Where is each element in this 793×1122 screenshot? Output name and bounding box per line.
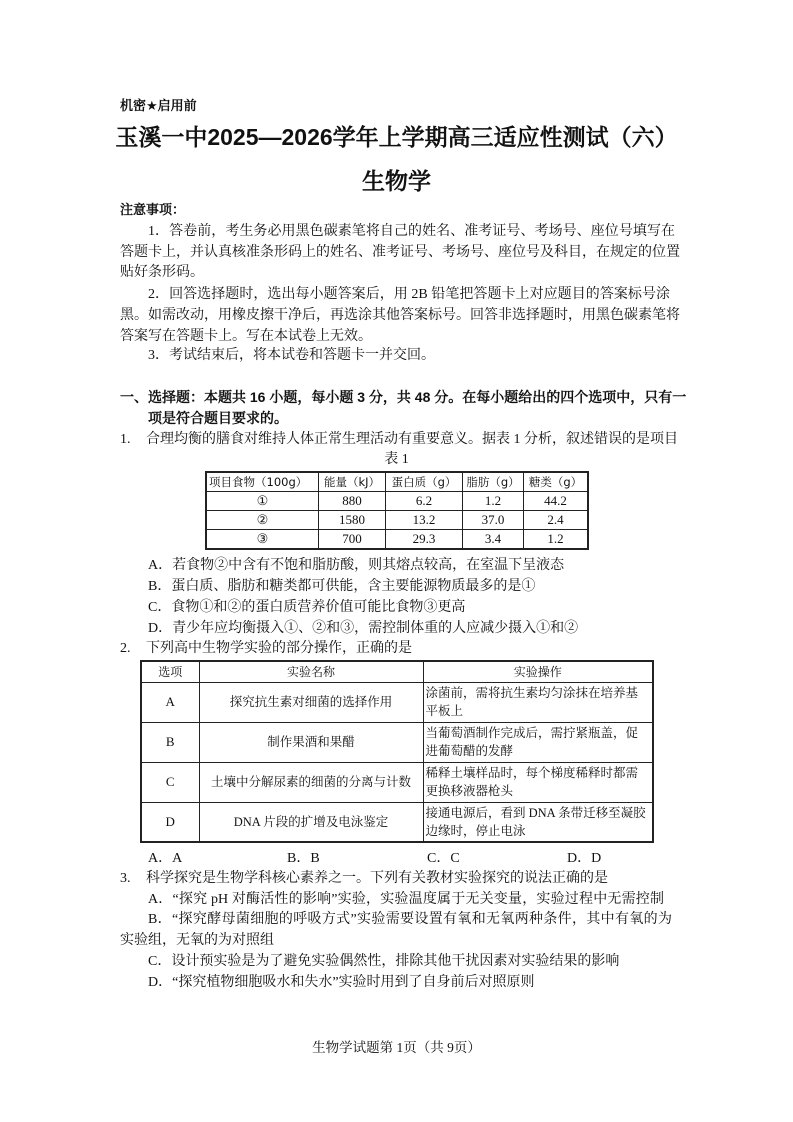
table-row <box>141 682 653 722</box>
option-c: C．设计预实验是为了避免实验偶然性，排除其他干扰因素对实验结果的影响 <box>148 954 620 969</box>
option-c: C．食物①和②的蛋白质营养价值可能比食物③更高 <box>148 600 466 615</box>
table-cell: C <box>141 762 199 802</box>
table-header: 蛋白质（g） <box>386 472 463 492</box>
confidential-label: 机密★启用前 <box>120 98 197 113</box>
table-cell: 土壤中分解尿素的细菌的分离与计数 <box>199 762 423 802</box>
question-stem: 科学探究是生物学科核心素养之一。下列有关教材实验探究的说法正确的是 <box>146 871 608 886</box>
table-row <box>206 511 588 530</box>
notice-heading: 注意事项： <box>120 202 186 217</box>
table-header: 脂肪（g） <box>463 472 524 492</box>
table-row <box>206 530 588 550</box>
table-cell: ① <box>206 492 319 511</box>
notice-line: 1．答卷前，考生务必用黑色碳素笔将自己的姓名、准考证号、考场号、座位号填写在 <box>148 224 675 239</box>
table-cell: B <box>141 722 199 762</box>
option-b: B．B <box>287 851 320 866</box>
table-cell: ② <box>206 511 319 530</box>
table-row <box>141 722 653 762</box>
notice-line: 答题卡上，并认真核准条形码上的姓名、准考证号、考场号、座位号及科目，在规定的位置 <box>120 245 680 260</box>
table-cell: 29.3 <box>386 530 463 550</box>
table-header-row <box>206 472 588 492</box>
table-header: 选项 <box>141 661 199 682</box>
option-a: A．若食物②中含有不饱和脂肪酸，则其熔点较高，在室温下呈液态 <box>148 558 565 573</box>
table-cell: 1580 <box>319 511 386 530</box>
table-cell: 当葡萄酒制作完成后，需拧紧瓶盖，促进葡萄醋的发酵 <box>423 722 653 762</box>
table-cell: D <box>141 802 199 842</box>
table-cell: 涂菌前，需将抗生素均匀涂抹在培养基平板上 <box>423 682 653 722</box>
table-cell: 探究抗生素对细菌的选择作用 <box>199 682 423 722</box>
table-header: 实验操作 <box>423 661 653 682</box>
notice-line: 答案写在答题卡上。写在本试卷上无效。 <box>120 329 372 344</box>
table-cell: 2.4 <box>524 511 589 530</box>
table-cell: 3.4 <box>463 530 524 550</box>
notice-line: 3．考试结束后，将本试卷和答题卡一并交回。 <box>148 348 435 363</box>
option-b: B．“探究酵母菌细胞的呼吸方式”实验需要设置有氧和无氧两种条件，其中有氧的为 <box>148 912 672 927</box>
notice-line: 黑。如需改动，用橡皮擦干净后，再选涂其他答案标号。回答非选择题时，用黑色碳素笔将 <box>120 308 680 323</box>
option-c: C．C <box>427 851 460 866</box>
table-cell: 制作果酒和果醋 <box>199 722 423 762</box>
option-a: A．A <box>148 851 183 866</box>
table-header: 项目食物（100g） <box>206 472 319 492</box>
table-row <box>206 492 588 511</box>
option-a: A．“探究 pH 对酶活性的影响”实验，实验温度属于无关变量，实验过程中无需控制 <box>148 892 664 907</box>
table-header: 糖类（g） <box>524 472 589 492</box>
table-cell: 44.2 <box>524 492 589 511</box>
table-cell: ③ <box>206 530 319 550</box>
option-d: D．D <box>567 851 602 866</box>
table-cell: 1.2 <box>524 530 589 550</box>
question-stem: 合理均衡的膳食对维持人体正常生理活动有重要意义。据表 1 分析，叙述错误的是项目 <box>146 432 678 447</box>
table-cell: 13.2 <box>386 511 463 530</box>
table-cell: 6.2 <box>386 492 463 511</box>
question-number: 1. <box>120 432 131 447</box>
table-header: 能量（kJ） <box>319 472 386 492</box>
option-d: D．“探究植物细胞吸水和失水”实验时用到了自身前后对照原则 <box>148 975 535 990</box>
question-number: 2. <box>120 641 131 656</box>
section-heading: 一、选择题：本题共 16 小题，每小题 3 分，共 48 分。在每小题给出的四个选项中，只有一 <box>120 389 687 405</box>
table-header: 实验名称 <box>199 661 423 682</box>
table-row <box>141 762 653 802</box>
table-cell: DNA 片段的扩增及电泳鉴定 <box>199 802 423 842</box>
table-cell: A <box>141 682 199 722</box>
table-cell: 1.2 <box>463 492 524 511</box>
table-cell: 接通电源后，看到 DNA 条带迁移至凝胶边缘时，停止电泳 <box>423 802 653 842</box>
subject-title: 生物学 <box>362 168 431 194</box>
page-footer: 生物学试题第 1页（共 9页） <box>312 1040 481 1055</box>
question-number: 3. <box>120 871 131 886</box>
experiment-table <box>140 660 654 843</box>
section-heading-cont: 项是符合题目要求的。 <box>148 410 288 426</box>
page-title: 玉溪一中2025—2026学年上学期高三适应性测试（六） <box>115 124 678 150</box>
nutrition-table <box>205 471 589 550</box>
table-cell: 稀释土壤样品时，每个梯度稀释时都需更换移液器枪头 <box>423 762 653 802</box>
notice-line: 贴好条形码。 <box>120 265 204 280</box>
notice-line: 2．回答选择题时，选出每小题答案后，用 2B 铅笔把答题卡上对应题目的答案标号涂 <box>148 287 670 302</box>
table-caption: 表 1 <box>384 452 409 467</box>
option-b: B．蛋白质、脂肪和糖类都可供能，含主要能源物质最多的是① <box>148 579 536 594</box>
option-b-cont: 实验组，无氧的为对照组 <box>120 933 274 948</box>
table-cell: 880 <box>319 492 386 511</box>
table-cell: 37.0 <box>463 511 524 530</box>
question-stem: 下列高中生物学实验的部分操作，正确的是 <box>146 641 412 656</box>
table-cell: 700 <box>319 530 386 550</box>
table-header-row <box>141 661 653 682</box>
table-row <box>141 802 653 842</box>
option-d: D．青少年应均衡摄入①、②和③，需控制体重的人应减少摄入①和② <box>148 621 579 636</box>
